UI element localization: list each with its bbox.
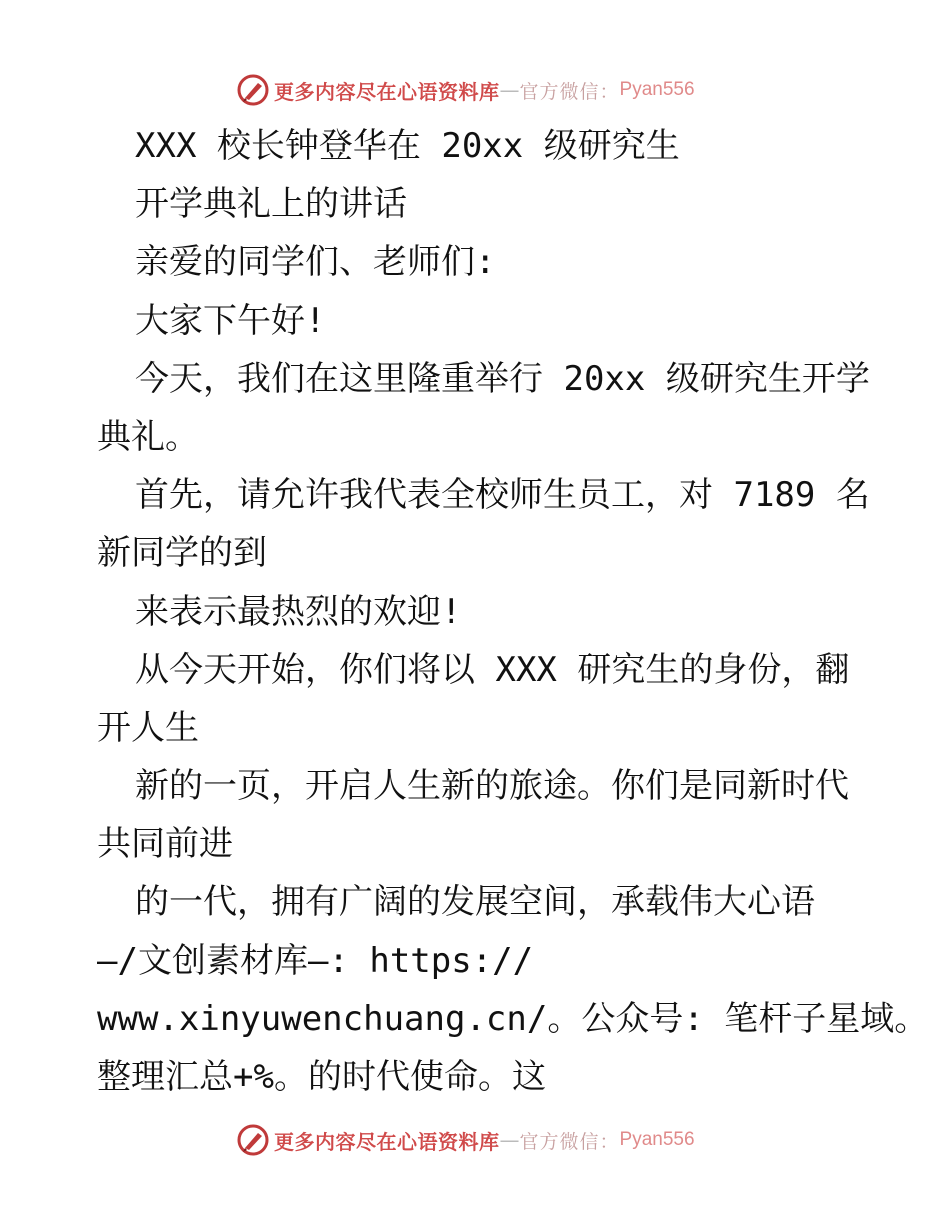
document-title-line-2: 开学典礼上的讲话 xyxy=(135,184,407,225)
paragraph-line: —/文创素材库—: https:// xyxy=(97,940,534,981)
paragraph-line: 整理汇总+%。的时代使命。这 xyxy=(97,1057,546,1097)
header-watermark-banner xyxy=(236,72,695,108)
paragraph-line: 开人生 xyxy=(97,707,199,748)
document-body xyxy=(97,117,929,1106)
paragraph-line: 来表示最热烈的欢迎! xyxy=(135,591,462,632)
paragraph-line: 从今天开始，你们将以 XXX 研究生的身份，翻 xyxy=(135,649,850,690)
greeting: 大家下午好! xyxy=(135,300,326,341)
paragraph-line: 新的一页，开启人生新的旅途。你们是同新时代 xyxy=(135,766,849,807)
header-banner-text: 更多内容尽在心语资料库 xyxy=(274,79,500,104)
pen-logo-icon xyxy=(236,73,270,107)
paragraph-line: 共同前进 xyxy=(97,824,233,865)
salutation: 亲爱的同学们、老师们: xyxy=(135,242,496,283)
paragraph-line: 首先，请允许我代表全校师生员工，对 7189 名 xyxy=(135,475,870,516)
footer-banner-wechat-id: Pyan556 xyxy=(619,1129,695,1150)
paragraph-line: 典礼。 xyxy=(97,416,199,457)
footer-banner-dash: — xyxy=(499,1128,520,1152)
document-title-line-1: XXX 校长钟登华在 20xx 级研究生 xyxy=(135,126,680,166)
footer-watermark-banner xyxy=(236,1122,695,1158)
footer-banner-text: 更多内容尽在心语资料库 xyxy=(274,1129,500,1154)
header-banner-wechat-id: Pyan556 xyxy=(619,79,695,100)
footer-banner-label: 官方微信： xyxy=(519,1130,620,1153)
pen-logo-icon xyxy=(236,1123,270,1157)
header-banner-dash: — xyxy=(499,78,520,102)
paragraph-line: www.xinyuwenchuang.cn/。公众号: 笔杆子星域。 xyxy=(97,998,929,1039)
paragraph-line: 今天，我们在这里隆重举行 20xx 级研究生开学 xyxy=(135,358,870,399)
paragraph-line: 新同学的到 xyxy=(97,533,267,574)
paragraph-line: 的一代，拥有广阔的发展空间，承载伟大心语 xyxy=(135,882,815,923)
header-banner-label: 官方微信： xyxy=(519,80,620,103)
